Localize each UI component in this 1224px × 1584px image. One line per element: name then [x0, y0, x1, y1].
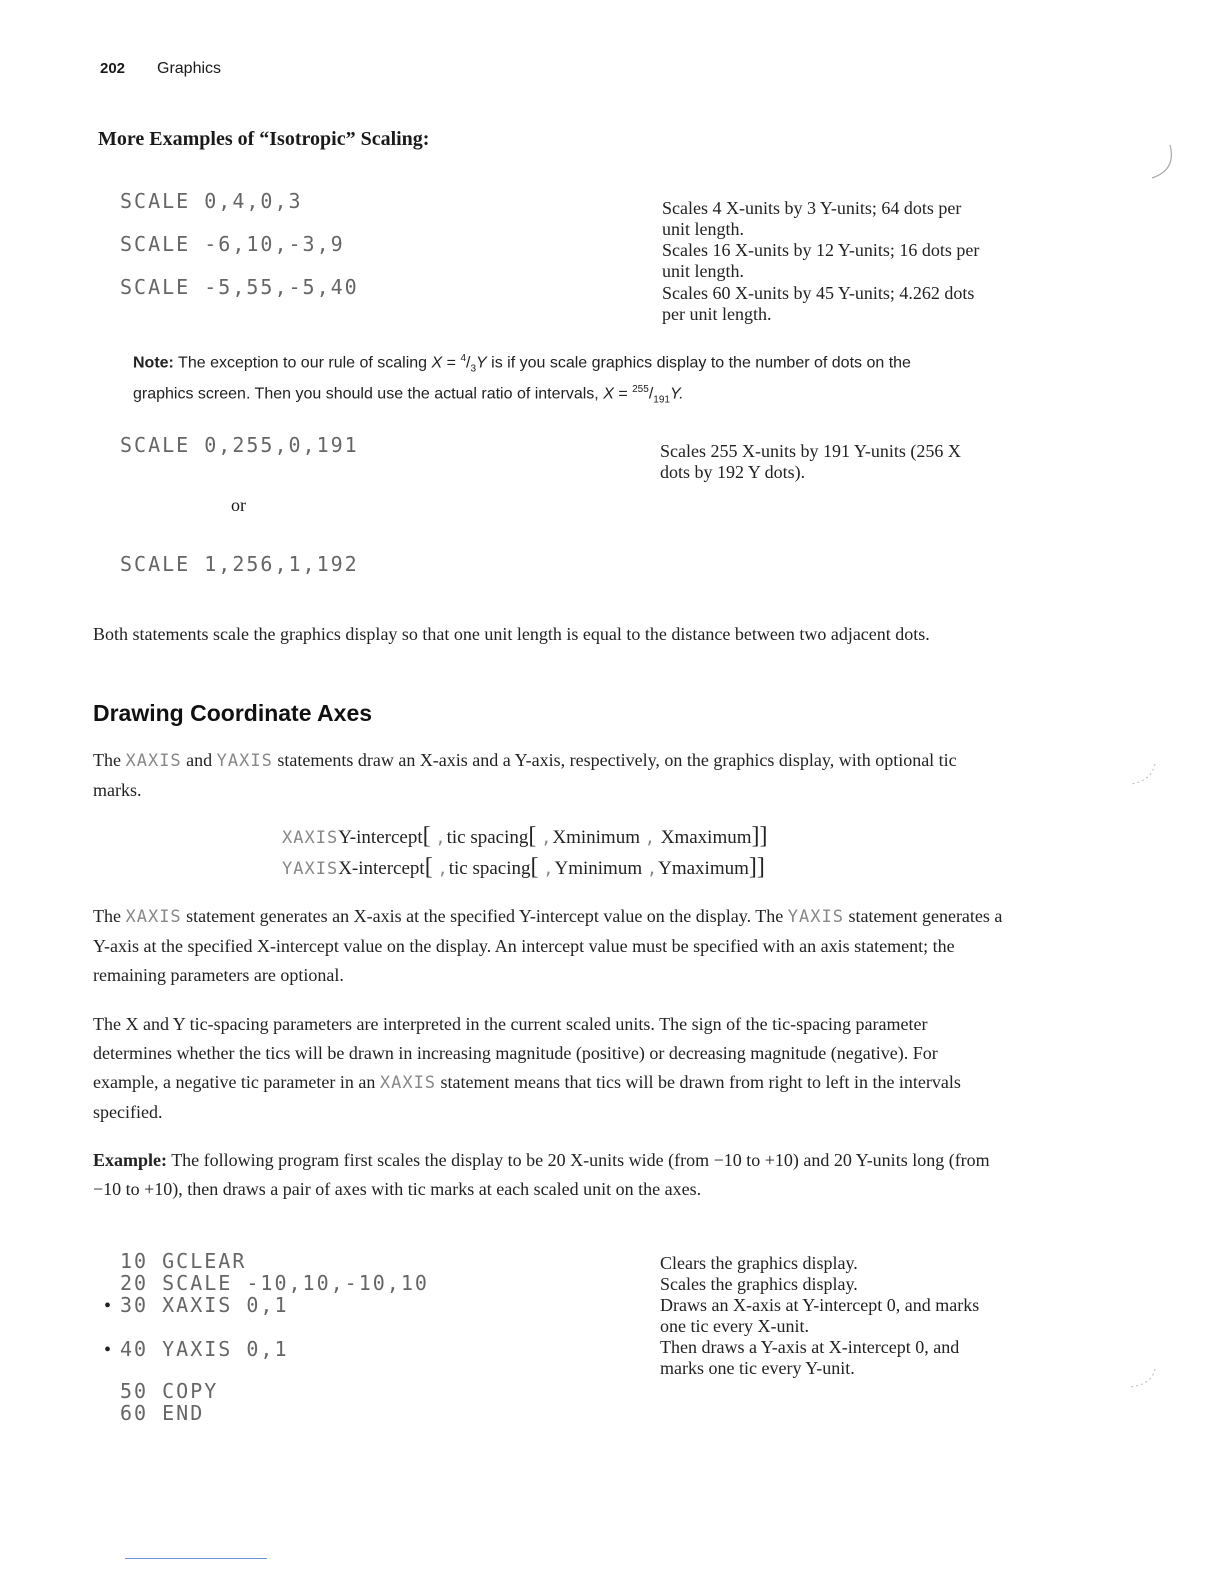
note-label: Note:	[133, 354, 174, 372]
note-text: graphics screen. Then you should use the actual ratio of intervals,	[133, 385, 599, 403]
example-paragraph: Example: The following program first scales the display to be 20 X-units wide (from −10 to +10) and 20 Y-units long (from −10 to +10), then draws a pair of axes with tic marks at each scaled unit on the axes.	[93, 1150, 990, 1199]
formula-var: Y.	[669, 385, 684, 403]
program-description: Draws an X-axis at Y-intercept 0, and marks one tic every X-unit.	[660, 1295, 980, 1336]
code-line: SCALE 0,4,0,3	[120, 189, 303, 213]
paragraph: The XAXIS and YAXIS statements draw an X-axis and a Y-axis, respectively, on the graphics display, with optional tic marks.	[93, 750, 957, 800]
code-description: Scales 60 X-units by 45 Y-units; 4.262 dots per unit length.	[662, 283, 975, 324]
keyword: YAXIS	[216, 751, 273, 771]
formula-denominator: 191	[653, 394, 670, 406]
keyword: XAXIS	[125, 907, 182, 927]
note-line-1: Note: The exception to our rule of scaling $X = ^4/_3Y$ is if you scale graphics display to the number of dots on the	[133, 353, 911, 375]
bullet-mark: •	[104, 1339, 112, 1361]
code-line: SCALE -5,55,-5,40	[120, 275, 359, 299]
program-line: 50 COPY	[120, 1379, 219, 1403]
code-line: SCALE 1,256,1,192	[120, 552, 359, 576]
keyword: XAXIS	[379, 1073, 437, 1093]
program-line: 10 GCLEAR	[120, 1249, 247, 1273]
note-line-2: graphics screen. Then you should use the actual ratio of intervals, $X = ^{255}/_{191}Y$.	[133, 384, 684, 406]
paragraph: The XAXIS statement generates an X-axis at the specified Y-intercept value on the display. The YAXIS statement generates a Y-axis at the specified X-intercept value on the display. An intercept value must be specified with an axis statement; the remaining parameters are optional.	[93, 906, 1003, 985]
program-line: 30 XAXIS 0,1	[120, 1293, 289, 1317]
example-label: Example:	[93, 1150, 167, 1170]
margin-mark	[1140, 140, 1180, 185]
syntax-line: XAXISY-intercept[ ,tic spacing[ ,Xminimum , Xmaximum]]	[282, 823, 768, 849]
keyword: YAXIS	[282, 859, 339, 879]
program-description: Scales the graphics display.	[660, 1274, 858, 1294]
formula-numerator: 255	[632, 384, 649, 395]
formula-var: X	[431, 354, 443, 372]
section-title: More Examples of “Isotropic” Scaling:	[98, 128, 430, 150]
formula-eq: =	[618, 385, 628, 403]
formula-var: X	[603, 385, 614, 403]
code-description: Scales 16 X-units by 12 Y-units; 16 dots per unit length.	[662, 240, 980, 281]
program-description: Clears the graphics display.	[660, 1253, 858, 1273]
keyword: XAXIS	[125, 751, 182, 771]
syntax-line: YAXISX-intercept[ ,tic spacing[ ,Yminimum ,Ymaximum]]	[282, 854, 765, 880]
code-line: SCALE 0,255,0,191	[120, 433, 359, 457]
program-description: Then draws a Y-axis at X-intercept 0, and marks one tic every Y-unit.	[660, 1337, 960, 1378]
code-description: Scales 4 X-units by 3 Y-units; 64 dots per unit length.	[662, 198, 962, 239]
margin-mark	[1125, 1365, 1165, 1395]
keyword: XAXIS	[282, 828, 339, 848]
formula-denominator: 3	[470, 363, 477, 375]
paragraph: The X and Y tic-spacing parameters are interpreted in the current scaled units. The sign of the tic-spacing parameter determines whether the tics will be drawn in increasing magnitude (positive) or decreasing magnitude (negative). For example, a negative tic parameter in an XAXIS statement means that tics will be drawn from right to left in the intervals specified.	[93, 1014, 961, 1122]
formula-var: Y	[476, 354, 487, 372]
keyword: YAXIS	[787, 907, 844, 927]
program-line: 40 YAXIS 0,1	[120, 1337, 289, 1361]
section-heading: Drawing Coordinate Axes	[93, 700, 373, 726]
bullet-mark: •	[104, 1295, 112, 1317]
or-text: or	[231, 495, 246, 515]
note-text: is if you scale graphics display to the number of dots on the	[491, 354, 911, 372]
margin-mark	[1125, 760, 1165, 790]
formula-eq: =	[446, 354, 456, 372]
formula-numerator: 4	[460, 353, 467, 364]
program-line: 60 END	[120, 1401, 205, 1425]
note-text: The exception to our rule of scaling	[178, 354, 428, 372]
program-line: 20 SCALE -10,10,-10,10	[120, 1271, 429, 1295]
code-description: Scales 255 X-units by 191 Y-units (256 X dots by 192 Y dots).	[660, 441, 961, 482]
page-number: 202	[100, 60, 126, 77]
running-title: Graphics	[157, 60, 222, 77]
paragraph: Both statements scale the graphics display so that one unit length is equal to the distance between two adjacent dots.	[93, 624, 930, 644]
footnote-rule	[125, 1558, 267, 1559]
code-line: SCALE -6,10,-3,9	[120, 232, 345, 256]
